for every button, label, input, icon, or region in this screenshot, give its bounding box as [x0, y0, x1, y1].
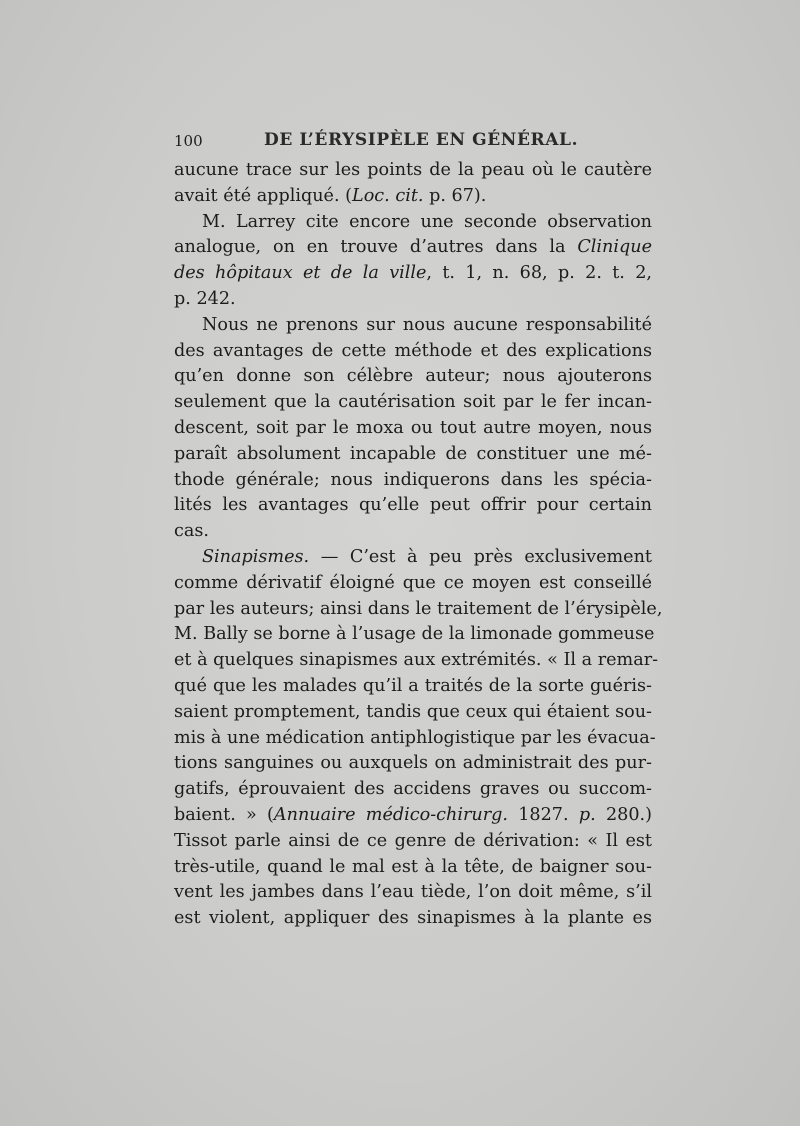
running-title: DE L’ÉRYSIPÈLE EN GÉNÉRAL. [264, 130, 579, 150]
body-text [174, 158, 663, 932]
text-line [174, 674, 652, 700]
text-line [174, 261, 652, 287]
text-line [174, 493, 652, 519]
text-run: 1827. [507, 804, 579, 825]
text-run: par les auteurs; ainsi dans le traitement de l’érysipèle, [174, 598, 663, 619]
text-line [174, 545, 652, 571]
text-line [174, 648, 659, 674]
text-line [174, 416, 652, 442]
text-run: thode générale; nous indiquerons dans les spécia- [174, 469, 652, 490]
text-line [174, 287, 652, 313]
text-line [174, 571, 652, 597]
text-line [174, 235, 652, 261]
text-run: , t. 1, n. 68, p. 2. t. 2, [426, 263, 652, 284]
italic-run: Sinapismes. [202, 546, 310, 567]
text-run: tions sanguines ou auxquels on administrait des pur- [174, 753, 652, 774]
text-run: p. 242. [174, 288, 236, 309]
text-run: M. Bally se borne à l’usage de la limonade gommeuse [174, 624, 655, 645]
italic-run: p. [578, 804, 596, 825]
text-line [174, 158, 652, 184]
text-run: paraît absolument incapable de constituer une mé- [174, 443, 652, 464]
text-line [174, 726, 656, 752]
text-run: p. 67). [423, 185, 487, 206]
italic-run: des hôpitaux et de la ville [174, 263, 427, 284]
text-run: 280.) [595, 804, 652, 825]
text-run: M. Larrey cite encore une seconde observation [202, 211, 652, 232]
text-line [174, 390, 652, 416]
text-line [174, 519, 652, 545]
text-line [174, 829, 652, 855]
text-line [174, 210, 652, 236]
text-run: vent les jambes dans l’eau tiède, l’on doit même, s’il [174, 882, 652, 903]
text-run: qué que les malades qu’il a traités de la sorte guéris- [174, 675, 652, 696]
text-run: des avantages de cette méthode et des explications [174, 340, 652, 361]
italic-run: Clinique [577, 237, 652, 258]
text-line [174, 855, 652, 881]
text-line [174, 700, 652, 726]
text-run: analogue, on en trouve d’autres dans la [174, 237, 578, 258]
text-run: Nous ne prenons sur nous aucune responsabilité [202, 314, 652, 335]
text-run: comme dérivatif éloigné que ce moyen est conseillé [174, 572, 652, 593]
text-line [174, 339, 652, 365]
text-column [174, 128, 663, 932]
text-run: descent, soit par le moxa ou tout autre moyen, nous [174, 417, 652, 438]
text-run: qu’en donne son célèbre auteur; nous ajouterons [174, 366, 652, 387]
italic-run: Loc. cit. [352, 185, 424, 206]
text-line [174, 442, 652, 468]
text-run: cas. [174, 521, 209, 542]
text-run: gatifs, éprouvaient des accidens graves ou succom- [174, 779, 652, 800]
text-line [174, 777, 652, 803]
text-run: saient promptement, tandis que ceux qui étaient sou- [174, 701, 652, 722]
text-run: aucune trace sur les points de la peau où le cautère [174, 160, 652, 180]
page-number: 100 [174, 132, 203, 150]
italic-run: Annuaire médico-chirurg. [273, 804, 508, 825]
text-line [174, 597, 663, 623]
text-run: lités les avantages qu’elle peut offrir pour certain [174, 495, 652, 516]
text-line [174, 468, 652, 494]
text-run: — C’est à peu près exclusivement [309, 546, 652, 567]
text-run: avait été appliqué. ( [174, 185, 353, 206]
text-run: mis à une médication antiphlogistique par les évacua- [174, 727, 656, 748]
text-line [174, 622, 655, 648]
text-run: Tissot parle ainsi de ce genre de dérivation: « Il est [174, 830, 652, 851]
text-line [174, 751, 652, 777]
page-header [174, 128, 652, 158]
text-run: est violent, appliquer des sinapismes à la plante es [174, 908, 652, 929]
text-line [174, 184, 652, 210]
text-run: très-utile, quand le mal est à la tête, de baigner sou- [174, 856, 652, 877]
text-run: et à quelques sinapismes aux extrémités. « Il a remar- [174, 650, 659, 671]
text-line [174, 880, 652, 906]
text-line [174, 364, 652, 390]
text-line [174, 313, 652, 339]
text-line [174, 906, 652, 932]
text-line [174, 803, 652, 829]
text-run: seulement que la cautérisation soit par le fer incan- [174, 392, 652, 413]
text-run: baient. » ( [174, 804, 274, 825]
